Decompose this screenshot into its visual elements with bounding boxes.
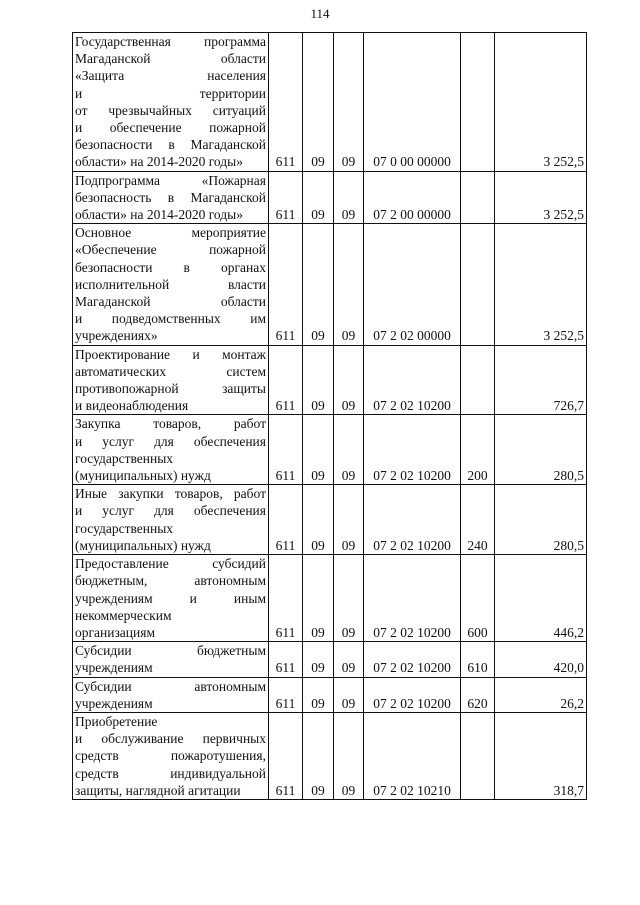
item-name-line: и обеспечение пожарной — [75, 120, 266, 136]
item-name-line: и подведомственных им — [75, 311, 266, 327]
item-name-cell — [73, 224, 269, 345]
target-article-cell: 07 2 02 10200 — [364, 485, 461, 555]
item-name-line: учреждениям — [75, 695, 153, 711]
subsection-code-cell: 09 — [334, 345, 364, 415]
ministry-code-cell: 611 — [269, 415, 303, 485]
amount-cell: 726,7 — [495, 345, 587, 415]
item-name-line: бюджетным, автономным — [75, 573, 266, 589]
ministry-code-cell: 611 — [269, 712, 303, 799]
table-row — [73, 677, 587, 712]
subsection-code-cell: 09 — [334, 224, 364, 345]
ministry-code-cell: 611 — [269, 677, 303, 712]
amount-cell: 280,5 — [495, 485, 587, 555]
item-name-cell — [73, 345, 269, 415]
item-name-line: учреждениям — [75, 660, 153, 676]
item-name-cell — [73, 415, 269, 485]
item-name-line: Магаданской области — [75, 294, 266, 310]
expense-type-cell — [461, 345, 495, 415]
item-name-line: автоматических систем — [75, 363, 266, 379]
item-name-line: от чрезвычайных ситуаций — [75, 102, 266, 118]
item-name-line: Приобретение — [75, 713, 158, 729]
item-name-line: Субсидии бюджетным — [75, 643, 266, 659]
section-code-cell: 09 — [303, 555, 334, 642]
item-name-line: Магаданской области — [75, 51, 266, 67]
item-name-line: средств индивидуальной — [75, 765, 266, 781]
ministry-code-cell: 611 — [269, 555, 303, 642]
expense-type-cell — [461, 171, 495, 224]
item-name-cell — [73, 33, 269, 172]
amount-cell: 3 252,5 — [495, 224, 587, 345]
table-row — [73, 171, 587, 224]
target-article-cell: 07 2 00 00000 — [364, 171, 461, 224]
subsection-code-cell: 09 — [334, 415, 364, 485]
amount-cell: 26,2 — [495, 677, 587, 712]
item-name-line: безопасность в Магаданской — [75, 189, 266, 205]
section-code-cell: 09 — [303, 677, 334, 712]
item-name-line: области» на 2014-2020 годы» — [75, 154, 243, 170]
target-article-cell: 07 2 02 10200 — [364, 677, 461, 712]
item-name-line: учреждениях» — [75, 328, 158, 344]
expense-type-cell: 240 — [461, 485, 495, 555]
subsection-code-cell: 09 — [334, 485, 364, 555]
section-code-cell: 09 — [303, 224, 334, 345]
item-name-line: государственных — [75, 520, 174, 536]
item-name-line: защиты, наглядной агитации — [75, 782, 241, 798]
subsection-code-cell: 09 — [334, 555, 364, 642]
target-article-cell: 07 2 02 10200 — [364, 555, 461, 642]
item-name-cell — [73, 712, 269, 799]
ministry-code-cell: 611 — [269, 642, 303, 677]
amount-cell: 446,2 — [495, 555, 587, 642]
target-article-cell: 07 2 02 10200 — [364, 642, 461, 677]
item-name-line: некоммерческим — [75, 607, 172, 623]
item-name-line: безопасности в органах — [75, 259, 266, 275]
item-name-line: «Защита населения — [75, 68, 266, 84]
item-name-line: безопасности в Магаданской — [75, 137, 266, 153]
expense-type-cell — [461, 712, 495, 799]
amount-cell: 3 252,5 — [495, 171, 587, 224]
section-code-cell: 09 — [303, 345, 334, 415]
expense-type-cell — [461, 33, 495, 172]
item-name-line: (муниципальных) нужд — [75, 468, 211, 484]
item-name-line: противопожарной защиты — [75, 381, 266, 397]
subsection-code-cell: 09 — [334, 33, 364, 172]
item-name-line: организациям — [75, 624, 156, 640]
item-name-line: Закупка товаров, работ — [75, 416, 266, 432]
table-row — [73, 555, 587, 642]
item-name-line: Иные закупки товаров, работ — [75, 486, 266, 502]
item-name-line: и территории — [75, 85, 266, 101]
target-article-cell: 07 2 02 10210 — [364, 712, 461, 799]
expense-type-cell — [461, 224, 495, 345]
expense-type-cell: 610 — [461, 642, 495, 677]
table-row — [73, 33, 587, 172]
ministry-code-cell: 611 — [269, 224, 303, 345]
item-name-cell — [73, 171, 269, 224]
table-row — [73, 485, 587, 555]
expense-type-cell: 600 — [461, 555, 495, 642]
table-row — [73, 224, 587, 345]
subsection-code-cell: 09 — [334, 171, 364, 224]
expense-type-cell: 620 — [461, 677, 495, 712]
amount-cell: 3 252,5 — [495, 33, 587, 172]
item-name-line: Государственная программа — [75, 34, 266, 49]
section-code-cell: 09 — [303, 33, 334, 172]
section-code-cell: 09 — [303, 712, 334, 799]
ministry-code-cell: 611 — [269, 345, 303, 415]
subsection-code-cell: 09 — [334, 642, 364, 677]
item-name-line: и услуг для обеспечения — [75, 433, 266, 449]
item-name-line: (муниципальных) нужд — [75, 537, 211, 553]
item-name-cell — [73, 642, 269, 677]
item-name-line: Подпрограмма «Пожарная — [75, 172, 266, 188]
budget-table — [72, 32, 587, 800]
item-name-line: средств пожаротушения, — [75, 748, 266, 764]
item-name-line: Проектирование и монтаж — [75, 346, 266, 362]
amount-cell: 420,0 — [495, 642, 587, 677]
item-name-line: Предоставление субсидий — [75, 556, 266, 572]
amount-cell: 318,7 — [495, 712, 587, 799]
item-name-line: исполнительной власти — [75, 276, 266, 292]
item-name-line: и услуг для обеспечения — [75, 503, 266, 519]
target-article-cell: 07 2 02 10200 — [364, 415, 461, 485]
item-name-line: «Обеспечение пожарной — [75, 242, 266, 258]
subsection-code-cell: 09 — [334, 677, 364, 712]
item-name-line: и видеонаблюдения — [75, 398, 189, 414]
target-article-cell: 07 2 02 10200 — [364, 345, 461, 415]
table-row — [73, 415, 587, 485]
table-row — [73, 642, 587, 677]
ministry-code-cell: 611 — [269, 33, 303, 172]
table-row — [73, 345, 587, 415]
item-name-line: и обслуживание первичных — [75, 731, 266, 747]
ministry-code-cell: 611 — [269, 171, 303, 224]
item-name-line: области» на 2014-2020 годы» — [75, 207, 243, 223]
section-code-cell: 09 — [303, 415, 334, 485]
target-article-cell: 07 0 00 00000 — [364, 33, 461, 172]
expense-type-cell: 200 — [461, 415, 495, 485]
section-code-cell: 09 — [303, 642, 334, 677]
ministry-code-cell: 611 — [269, 485, 303, 555]
target-article-cell: 07 2 02 00000 — [364, 224, 461, 345]
item-name-cell — [73, 485, 269, 555]
table-row — [73, 712, 587, 799]
item-name-cell — [73, 677, 269, 712]
subsection-code-cell: 09 — [334, 712, 364, 799]
page-number: 114 — [310, 6, 330, 21]
item-name-line: Субсидии автономным — [75, 678, 266, 694]
item-name-cell — [73, 555, 269, 642]
item-name-line: государственных — [75, 450, 174, 466]
amount-cell: 280,5 — [495, 415, 587, 485]
item-name-line: учреждениям и иным — [75, 590, 266, 606]
section-code-cell: 09 — [303, 171, 334, 224]
item-name-line: Основное мероприятие — [75, 225, 266, 241]
section-code-cell: 09 — [303, 485, 334, 555]
